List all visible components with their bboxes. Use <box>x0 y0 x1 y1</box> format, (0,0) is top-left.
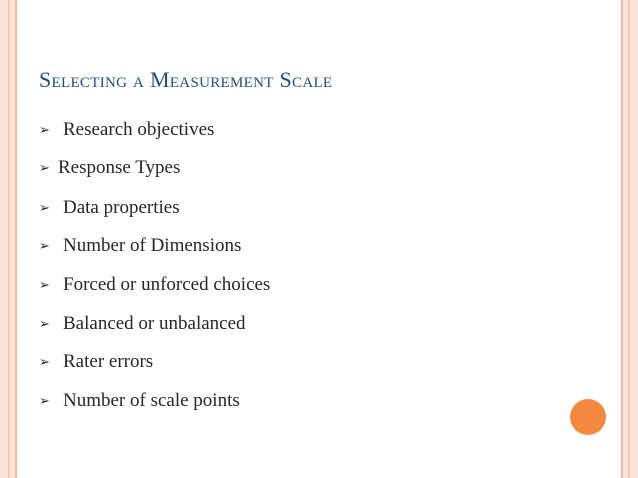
arrow-bullet-icon: ➢ <box>39 355 50 370</box>
bullet-text: Response Types <box>58 157 181 178</box>
arrow-bullet-icon: ➢ <box>39 123 50 138</box>
bullet-text: Research objectives <box>63 119 215 140</box>
bullet-item <box>39 311 246 337</box>
bullet-item <box>39 388 240 414</box>
bullet-text: Balanced or unbalanced <box>63 313 246 334</box>
arrow-bullet-icon: ➢ <box>39 278 50 293</box>
arrow-bullet-icon: ➢ <box>39 239 50 254</box>
orange-circle-decoration <box>570 399 606 435</box>
bullet-text: Number of Dimensions <box>63 235 242 256</box>
bullet-item <box>39 195 180 221</box>
arrow-bullet-icon: ➢ <box>39 201 50 216</box>
bullet-item <box>39 349 153 375</box>
bullet-text: Forced or unforced choices <box>63 274 271 295</box>
bullet-text: Rater errors <box>63 351 154 372</box>
bullet-item <box>39 272 270 298</box>
bullet-item <box>39 233 241 259</box>
arrow-bullet-icon: ➢ <box>39 394 50 409</box>
bullet-text: Data properties <box>63 197 180 218</box>
bullet-item <box>39 117 214 143</box>
arrow-bullet-icon: ➢ <box>39 161 50 176</box>
bullet-item <box>39 155 180 181</box>
slide-title: Selecting a Measurement Scale <box>39 67 333 92</box>
arrow-bullet-icon: ➢ <box>39 317 50 332</box>
left-decorative-border <box>0 0 17 478</box>
right-decorative-border <box>621 0 638 478</box>
bullet-text: Number of scale points <box>63 390 240 411</box>
